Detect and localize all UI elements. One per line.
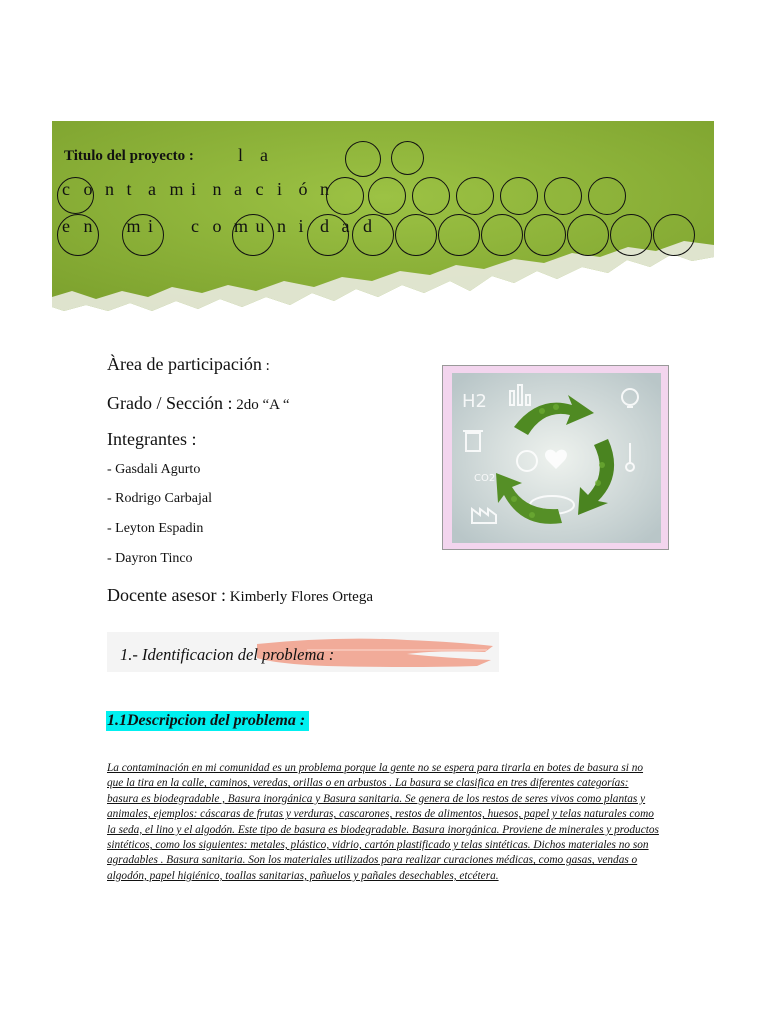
docente-label: Docente asesor : (107, 585, 226, 605)
title-letter: i (191, 179, 197, 199)
title-letter: o (212, 216, 222, 236)
problem-description: La contaminación en mi comunidad es un problema porque la gente no se espera para tirarla en botes de basura si no que la tira en la calle, caminos, veredas, orillas o en arbustos . La basura se clasifica en tres diferentes categorías: basura es biodegradable , Basura inorgánica y Basura sanitaria. Se genera de los restos de seres vivos como plantas y animales, ejemplos: cáscaras de frutas y verduras, cascarones, restos de alimentos, huesos, papel y telas naturales como la seda, el lino y el algodón. Este tipo de basura es biodegradable. Basura inorgánica. Proviene de minerales y productos sintéticos, como los siguientes: metales, plástico, vidrio, cartón plastificado y telas sintéticas. Dichos materiales no son agradables . Basura sanitaria. Son los materiales utilizados para realizar curaciones médicas, como gasas, vendas o algodón, papel higiénico, toallas sanitarias, pañuelos y pañales desechables, etcétera. (107, 762, 659, 882)
circle-marker (544, 177, 582, 215)
grado-seccion (107, 393, 290, 414)
title-letter: e (62, 216, 70, 236)
area-participacion (107, 354, 270, 375)
circle-marker (610, 214, 652, 256)
h2-icon: H2 (462, 391, 487, 412)
title-banner (52, 121, 714, 313)
title-letter: d (320, 216, 329, 236)
member-item: - Gasdali Agurto (107, 462, 201, 477)
title-letter: n (320, 179, 329, 199)
co2-icon: CO2 (474, 473, 496, 484)
circle-marker (326, 177, 364, 215)
circle-marker (232, 214, 274, 256)
title-letter: n (212, 179, 222, 199)
circle-marker (438, 214, 480, 256)
title-letter: m (234, 216, 249, 236)
section-1-1-heading: 1.1Descripcion del problema : (106, 711, 309, 731)
circle-marker (57, 177, 94, 214)
circle-marker (368, 177, 406, 215)
title-letter: n (105, 179, 114, 199)
title-letter: i (148, 216, 154, 236)
title-letter: d (363, 216, 372, 236)
docente-value: Kimberly Flores Ortega (225, 589, 374, 605)
title-letter: ó (298, 179, 308, 199)
recycle-image-frame (442, 365, 669, 550)
title-letter: c (255, 179, 264, 199)
circle-marker (57, 214, 99, 256)
title-letter: i (298, 216, 304, 236)
member-item: - Rodrigo Carbajal (107, 491, 212, 506)
circle-marker (395, 214, 437, 256)
section-1-heading: 1.- Identificacion del problema : (120, 645, 335, 664)
title-letter: l (238, 145, 244, 165)
title-letter: a (148, 179, 156, 199)
title-letter: c (62, 179, 70, 199)
title-line-1 (238, 145, 282, 166)
grado-value: 2do “A “ (232, 397, 290, 413)
circle-marker (391, 141, 424, 175)
recycle-image (452, 373, 661, 543)
title-letter: o (83, 179, 93, 199)
grado-label: Grado / Sección : (107, 393, 233, 413)
circle-marker (412, 177, 450, 215)
circle-marker (345, 141, 381, 177)
circle-marker (352, 214, 394, 256)
integrantes-label: Integrantes : (107, 429, 197, 449)
title-letter: u (255, 216, 265, 236)
title-letter: n (277, 216, 286, 236)
member-item: - Leyton Espadin (107, 521, 204, 536)
title-line-2 (62, 179, 342, 200)
title-letter: n (83, 216, 93, 236)
circle-marker (567, 214, 609, 256)
circle-marker (122, 214, 164, 256)
circle-marker (307, 214, 349, 256)
circle-marker (588, 177, 626, 215)
area-label: Àrea de participación (107, 354, 262, 374)
circle-marker (481, 214, 523, 256)
project-title-label: Titulo del proyecto : (64, 148, 194, 164)
title-letter: a (234, 179, 242, 199)
circle-marker (456, 177, 494, 215)
circle-marker (653, 214, 695, 256)
title-letter: m (126, 216, 141, 236)
title-letter: a (260, 145, 268, 165)
title-letter: a (341, 216, 350, 236)
circle-marker (500, 177, 538, 215)
docente-asesor (107, 585, 373, 606)
title-letter: t (126, 179, 132, 199)
circle-marker (524, 214, 566, 256)
area-separator: : (261, 358, 270, 374)
title-letter: i (277, 179, 283, 199)
member-item: - Dayron Tinco (107, 551, 193, 566)
title-letter: c (191, 216, 199, 236)
title-letter: m (169, 179, 184, 199)
